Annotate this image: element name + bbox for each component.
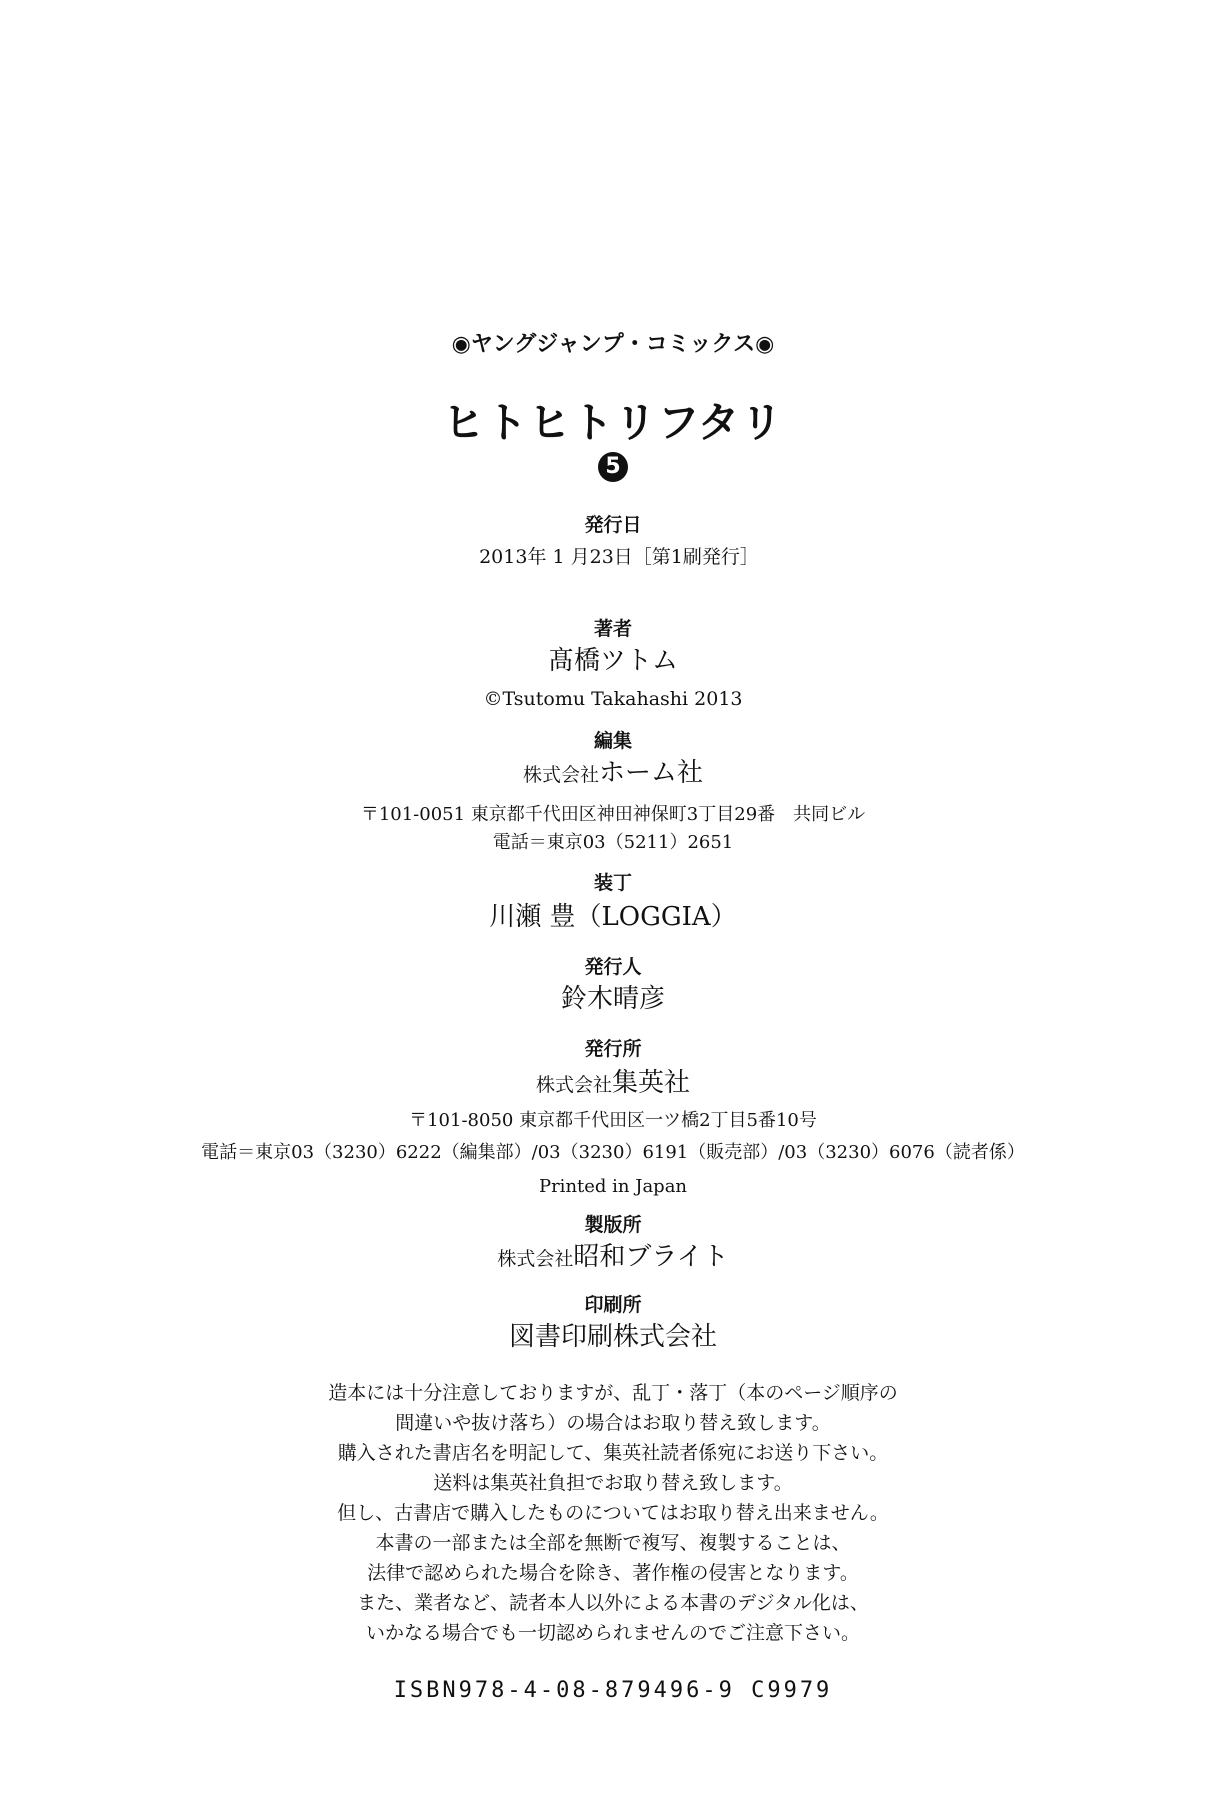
- publisher-person-heading: 発行人: [584, 956, 642, 978]
- book-title: ヒトヒトリフタリ: [442, 398, 784, 447]
- isbn-code: ISBN978-4-08-879496-9 C9979: [393, 1678, 833, 1703]
- notice-line: 送料は集英社負担でお取り替え致します。: [433, 1472, 793, 1494]
- issue-date: 2013年 1 月23日［第1刷発行］: [479, 546, 759, 568]
- editing-company-name: ホーム社: [599, 758, 704, 788]
- publisher-company: [0, 1070, 1226, 1096]
- design-name: 川瀬 豊（LOGGIA）: [489, 902, 737, 932]
- notice-line: 造本には十分注意しておりますが、乱丁・落丁（本のページ順序の: [328, 1382, 898, 1404]
- notice-line: また、業者など、読者本人以外による本書のデジタル化は、: [357, 1592, 869, 1614]
- publisher-address: 〒101-8050 東京都千代田区一ツ橋2丁目5番10号: [409, 1110, 817, 1131]
- design-heading: 装丁: [593, 872, 632, 894]
- notice-line: 本書の一部または全部を無断で複写、複製することは、: [375, 1532, 851, 1554]
- plate-maker-company-prefix: 株式会社: [497, 1248, 574, 1270]
- copyright: ©Tsutomu Takahashi 2013: [483, 688, 743, 710]
- editing-heading: 編集: [593, 730, 632, 752]
- plate-maker-company: [0, 1244, 1226, 1270]
- notice-line: 間違いや抜け落ち）の場合はお取り替え致します。: [395, 1412, 831, 1434]
- issue-date-heading: 発行日: [584, 514, 642, 536]
- editing-address: 〒101-0051 東京都千代田区神田神保町3丁目29番 共同ビル: [360, 804, 866, 825]
- notice-line: 購入された書店名を明記して、集英社読者係宛にお送り下さい。: [337, 1442, 889, 1464]
- series-label: ◉ヤングジャンプ・コミックス◉: [451, 332, 775, 357]
- volume-badge: [0, 452, 1226, 482]
- printed-in-japan: Printed in Japan: [538, 1176, 688, 1197]
- notice-line: 但し、古書店で購入したものについてはお取り替え出来ません。: [337, 1502, 889, 1524]
- publisher-heading: 発行所: [584, 1038, 642, 1060]
- publisher-phone: 電話＝東京03（3230）6222（編集部）/03（3230）6191（販売部）/03（3230）6076（読者係）: [201, 1142, 1025, 1163]
- volume-number: 5: [598, 452, 628, 482]
- notice-line: 法律で認められた場合を除き、著作権の侵害となります。: [367, 1562, 859, 1584]
- editing-phone: 電話＝東京03（5211）2651: [492, 832, 734, 853]
- printer-heading: 印刷所: [584, 1294, 642, 1316]
- author-name: 髙橋ツトム: [547, 646, 678, 676]
- printer-name: 図書印刷株式会社: [508, 1322, 717, 1352]
- plate-maker-company-name: 昭和ブライト: [573, 1242, 729, 1272]
- publisher-person-name: 鈴木晴彦: [560, 984, 665, 1014]
- author-heading: 著者: [593, 618, 632, 640]
- editing-company-prefix: 株式会社: [522, 764, 599, 786]
- editing-company: [0, 760, 1226, 786]
- publisher-company-name: 集英社: [612, 1068, 691, 1098]
- notice-line: いかなる場合でも一切認められませんのでご注意下さい。: [365, 1622, 860, 1644]
- publisher-company-prefix: 株式会社: [535, 1074, 612, 1096]
- plate-maker-heading: 製版所: [584, 1214, 642, 1236]
